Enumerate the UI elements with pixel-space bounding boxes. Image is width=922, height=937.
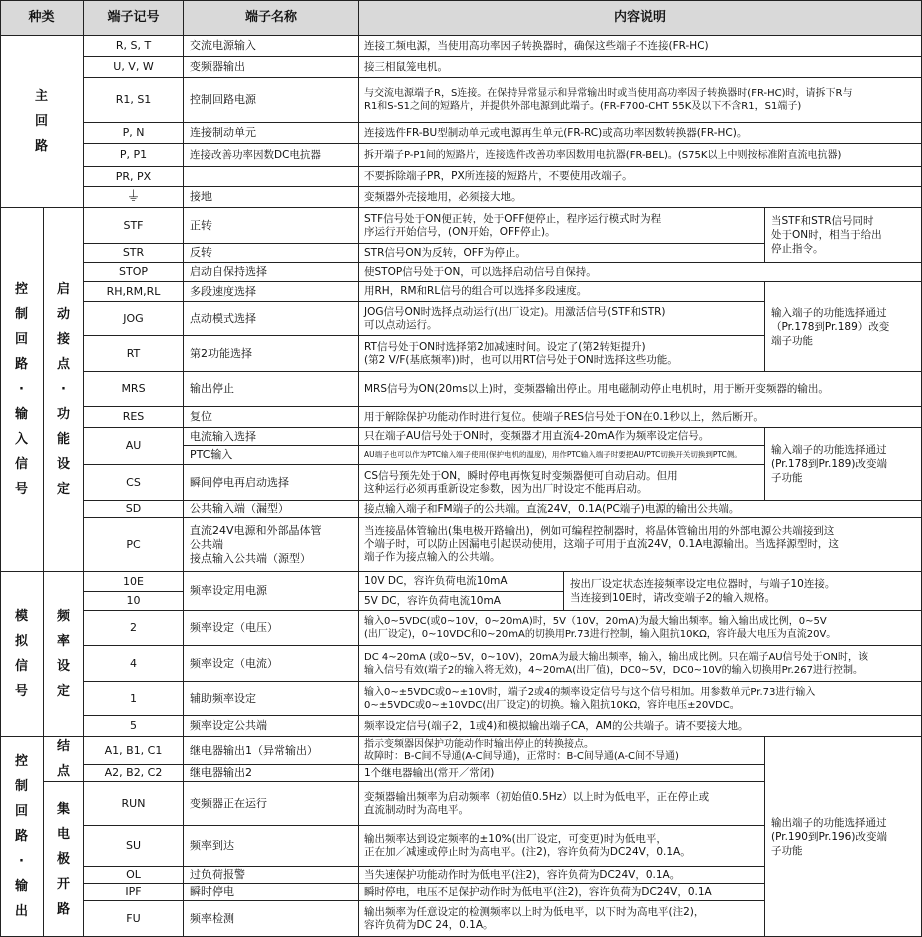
name-au-ptc: PTC输入 bbox=[184, 446, 359, 465]
name-rt: 第2功能选择 bbox=[184, 336, 359, 372]
desc-run: 变频器输出频率为启动频率（初始值0.5Hz）以上时为低电平，正在停止或 直流制动时为高电平。 bbox=[359, 782, 765, 826]
desc-ipf: 瞬时停电，电压不足保护动作时为低电平(注2)，容许负荷为DC24V，0.1A bbox=[359, 884, 765, 901]
symbol-res: RES bbox=[84, 407, 184, 428]
symbol-str: STR bbox=[84, 244, 184, 263]
symbol-mrs: MRS bbox=[84, 372, 184, 407]
name-stop: 启动自保持选择 bbox=[184, 263, 359, 282]
name-power-failure: 瞬时停电 bbox=[184, 884, 359, 901]
header-type: 种类 bbox=[0, 0, 84, 36]
note-output-function: 输出端子的功能选择通过 (Pr.190到Pr.196)改变端 子功能 bbox=[765, 737, 922, 937]
desc-rt: RT信号处于ON时选择第2加减速时间。设定了(第2转矩提升) (第2 V/F(基底频率))时，也可以用RT信号处于ON时选择这些功能。 bbox=[359, 336, 765, 372]
desc-stop: 使STOP信号处于ON，可以选择启动信号自保持。 bbox=[359, 263, 922, 282]
symbol-jog: JOG bbox=[84, 302, 184, 336]
desc-ground: 变频器外壳接地用，必须接大地。 bbox=[359, 187, 922, 208]
header-description: 内容说明 bbox=[359, 0, 922, 36]
symbol-fu: FU bbox=[84, 901, 184, 937]
note-potentiometer: 按出厂设定状态连接频率设定电位器时，与端子10连接。 当连接到10E时，请改变端子2的输入规格。 bbox=[564, 572, 922, 611]
symbol-pn: P, N bbox=[84, 123, 184, 144]
name-str: 反转 bbox=[184, 244, 359, 263]
desc-1: 输入0~±5VDC或0~±10V时，端子2或4的频率设定信号与这个信号相加。用参数单元Pr.73进行输入 0~±5VDC或0~±10VDC(出厂设定)的切换。输入阻抗10KΩ，容许电压±20VDC。 bbox=[359, 682, 922, 716]
name-aux-freq: 辅助频率设定 bbox=[184, 682, 359, 716]
desc-rst: 连接工频电源，当使用高功率因子转换器时，确保这些端子不连接(FR-HC) bbox=[359, 36, 922, 57]
desc-2: 输入0~5VDC(或0~10V，0~20mA)时，5V（10V，20mA)为最大输出频率。输入输出成比例，0~5V (出厂设定)，0~10VDC和0~20mA的切换用Pr.73进行控制，输入阻抗10KΩ，容许最大电压为直流20V。 bbox=[359, 611, 922, 646]
desc-a1b1c1: 指示变频器因保护功能动作时输出停止的转换接点。 故障时：B-C间不导通(A-C间导通)，正常时：B-C间导通(A-C间不导通) bbox=[359, 737, 765, 765]
subcategory-open-collector: 集 电 极 开 路 bbox=[44, 782, 84, 937]
desc-ol: 当失速保护功能动作时为低电平(注2)，容许负荷为DC24V，0.1A。 bbox=[359, 867, 765, 884]
name-pp1: 连接改善功率因数DC电抗器 bbox=[184, 144, 359, 167]
name-r1s1: 控制回路电源 bbox=[184, 78, 359, 123]
category-analog-signal: 模 拟 信 号 bbox=[0, 572, 44, 737]
subcategory-relay-contact: 结 点 bbox=[44, 737, 84, 782]
name-voltage-setting: 频率设定（电压） bbox=[184, 611, 359, 646]
symbol-a1b1c1: A1, B1, C1 bbox=[84, 737, 184, 765]
symbol-cs: CS bbox=[84, 465, 184, 501]
symbol-4: 4 bbox=[84, 646, 184, 682]
desc-pn: 连接选件FR-BU型制动单元或电源再生单元(FR-RC)或高功率因数转换器(FR-HC)。 bbox=[359, 123, 922, 144]
symbol-a2b2c2: A2, B2, C2 bbox=[84, 765, 184, 782]
symbol-stop: STOP bbox=[84, 263, 184, 282]
name-freq-common: 频率设定公共端 bbox=[184, 716, 359, 737]
name-freq-power: 频率设定用电源 bbox=[184, 572, 359, 611]
symbol-10e: 10E bbox=[84, 572, 184, 592]
symbol-pc: PC bbox=[84, 518, 184, 572]
name-freq-detect: 频率检测 bbox=[184, 901, 359, 937]
category-control-input: 控 制 回 路 · 输 入 信 号 bbox=[0, 208, 44, 572]
desc-10: 5V DC，容许负荷电流10mA bbox=[359, 592, 564, 611]
desc-a2b2c2: 1个继电器输出(常开／常闭) bbox=[359, 765, 765, 782]
name-running: 变频器正在运行 bbox=[184, 782, 359, 826]
symbol-10: 10 bbox=[84, 592, 184, 611]
symbol-run: RUN bbox=[84, 782, 184, 826]
name-relay-1: 继电器输出1（异常输出） bbox=[184, 737, 359, 765]
desc-10e: 10V DC，容许负荷电流10mA bbox=[359, 572, 564, 592]
symbol-uvw: U, V, W bbox=[84, 57, 184, 78]
name-freq-reached: 频率到达 bbox=[184, 826, 359, 867]
name-current-setting: 频率设定（电流） bbox=[184, 646, 359, 682]
symbol-prpx: PR, PX bbox=[84, 167, 184, 187]
name-pn: 连接制动单元 bbox=[184, 123, 359, 144]
name-rst: 交流电源输入 bbox=[184, 36, 359, 57]
name-prpx bbox=[184, 167, 359, 187]
desc-multispeed: 用RH，RM和RL信号的组合可以选择多段速度。 bbox=[359, 282, 765, 302]
category-control-output: 控 制 回 路 · 输 出 bbox=[0, 737, 44, 937]
desc-prpx: 不要拆除端子PR，PX所连接的短路片，不要使用改端子。 bbox=[359, 167, 922, 187]
symbol-5: 5 bbox=[84, 716, 184, 737]
symbol-ol: OL bbox=[84, 867, 184, 884]
name-res: 复位 bbox=[184, 407, 359, 428]
name-pc: 直流24V电源和外部晶体管 公共端 接点输入公共端（源型） bbox=[184, 518, 359, 572]
header-name: 端子名称 bbox=[184, 0, 359, 36]
name-ground: 接地 bbox=[184, 187, 359, 208]
symbol-pp1: P, P1 bbox=[84, 144, 184, 167]
name-sd: 公共输入端（漏型） bbox=[184, 501, 359, 518]
subcategory-frequency-setting: 频 率 设 定 bbox=[44, 572, 84, 737]
note-stf-str: 当STF和STR信号同时 处于ON时，相当于给出 停止指令。 bbox=[765, 208, 922, 263]
symbol-ipf: IPF bbox=[84, 884, 184, 901]
note-input-function-1: 输入端子的功能选择通过 （Pr.178到Pr.189）改变 端子功能 bbox=[765, 282, 922, 372]
symbol-rt: RT bbox=[84, 336, 184, 372]
desc-res: 用于解除保护功能动作时进行复位。使端子RES信号处于ON在0.1秒以上，然后断开。 bbox=[359, 407, 922, 428]
symbol-multispeed: RH,RM,RL bbox=[84, 282, 184, 302]
desc-str: STR信号ON为反转，OFF为停止。 bbox=[359, 244, 765, 263]
name-overload: 过负荷报警 bbox=[184, 867, 359, 884]
name-mrs: 输出停止 bbox=[184, 372, 359, 407]
symbol-r1s1: R1, S1 bbox=[84, 78, 184, 123]
ground-icon: ⏚ bbox=[84, 187, 184, 208]
name-jog: 点动模式选择 bbox=[184, 302, 359, 336]
desc-uvw: 接三相鼠笼电机。 bbox=[359, 57, 922, 78]
desc-au-current: 只在端子AU信号处于ON时，变频器才用直流4-20mA作为频率设定信号。 bbox=[359, 428, 765, 446]
name-multispeed: 多段速度选择 bbox=[184, 282, 359, 302]
name-relay-2: 继电器输出2 bbox=[184, 765, 359, 782]
category-main-circuit: 主 回 路 bbox=[0, 36, 84, 208]
symbol-rst: R, S, T bbox=[84, 36, 184, 57]
desc-mrs: MRS信号为ON(20ms以上)时，变频器输出停止。用电磁制动停止电机时，用于断开变频器的输出。 bbox=[359, 372, 922, 407]
symbol-stf: STF bbox=[84, 208, 184, 244]
name-cs: 瞬间停电再启动选择 bbox=[184, 465, 359, 501]
name-uvw: 变频器输出 bbox=[184, 57, 359, 78]
name-au-current: 电流输入选择 bbox=[184, 428, 359, 446]
name-stf: 正转 bbox=[184, 208, 359, 244]
symbol-sd: SD bbox=[84, 501, 184, 518]
desc-pp1: 拆开端子P-P1间的短路片，连接选件改善功率因数用电抗器(FR-BEL)。(S75K以上中则按标准附直流电抗器) bbox=[359, 144, 922, 167]
desc-5: 频率设定信号(端子2，1或4)和模拟输出端子CA，AM的公共端子。请不要接大地。 bbox=[359, 716, 922, 737]
desc-pc: 当连接晶体管输出(集电极开路输出)，例如可编程控制器时，将晶体管输出用的外部电源公共端接到这 个端子时，可以防止因漏电引起误动使用，这端子可用于直流24V，0.1A电源输出。当选择源型时，这 端子作为接点输入的公共端。 bbox=[359, 518, 922, 572]
desc-jog: JOG信号ON时选择点动运行(出厂设定)。用激活信号(STF和STR) 可以点动运行。 bbox=[359, 302, 765, 336]
desc-cs: CS信号预先处于ON，瞬时停电再恢复时变频器便可自动启动。但用 这种运行必须再重新设定参数，因为出厂时设定不能再启动。 bbox=[359, 465, 765, 501]
note-input-function-2: 输入端子的功能选择通过 (Pr.178到Pr.189)改变端 子功能 bbox=[765, 428, 922, 501]
header-symbol: 端子记号 bbox=[84, 0, 184, 36]
symbol-2: 2 bbox=[84, 611, 184, 646]
symbol-su: SU bbox=[84, 826, 184, 867]
desc-4: DC 4~20mA (或0~5V，0~10V)，20mA为最大输出频率，输入，输出成比例。只在端子AU信号处于ON时，该 输入信号有效(端子2的输入将无效)，4~20mA(出厂值)，DC0~5V，DC0~10V的输入切换用Pr.267进行控制。 bbox=[359, 646, 922, 682]
desc-au-ptc: AU端子也可以作为PTC输入端子使用(保护电机的温度)，用作PTC输入端子时要把AU/PTC切换开关切换到PTC侧。 bbox=[359, 446, 765, 465]
desc-fu: 输出频率为任意设定的检测频率以上时为低电平，以下时为高电平(注2)， 容许负荷为DC 24，0.1A。 bbox=[359, 901, 765, 937]
desc-su: 输出频率达到设定频率的±10%(出厂设定，可变更)时为低电平， 正在加／减速或停止时为高电平。(注2)，容许负荷为DC24V，0.1A。 bbox=[359, 826, 765, 867]
desc-stf: STF信号处于ON便正转，处于OFF便停止，程序运行模式时为程 序运行开始信号，(ON开始，OFF停止)。 bbox=[359, 208, 765, 244]
desc-r1s1: 与交流电源端子R，S连接。在保持异常显示和异常输出时或当使用高功率因子转换器时(FR-HC)时，请拆下R与 R1和S-S1之间的短路片，并提供外部电源到此端子。(FR-F700-CHT 55K及以下不含R1，S1端子) bbox=[359, 78, 922, 123]
symbol-1: 1 bbox=[84, 682, 184, 716]
desc-sd: 接点输入端子和FM端子的公共端。直流24V，0.1A(PC端子)电源的输出公共端。 bbox=[359, 501, 922, 518]
subcategory-start-function: 启 动 接 点 · 功 能 设 定 bbox=[44, 208, 84, 572]
symbol-au: AU bbox=[84, 428, 184, 465]
